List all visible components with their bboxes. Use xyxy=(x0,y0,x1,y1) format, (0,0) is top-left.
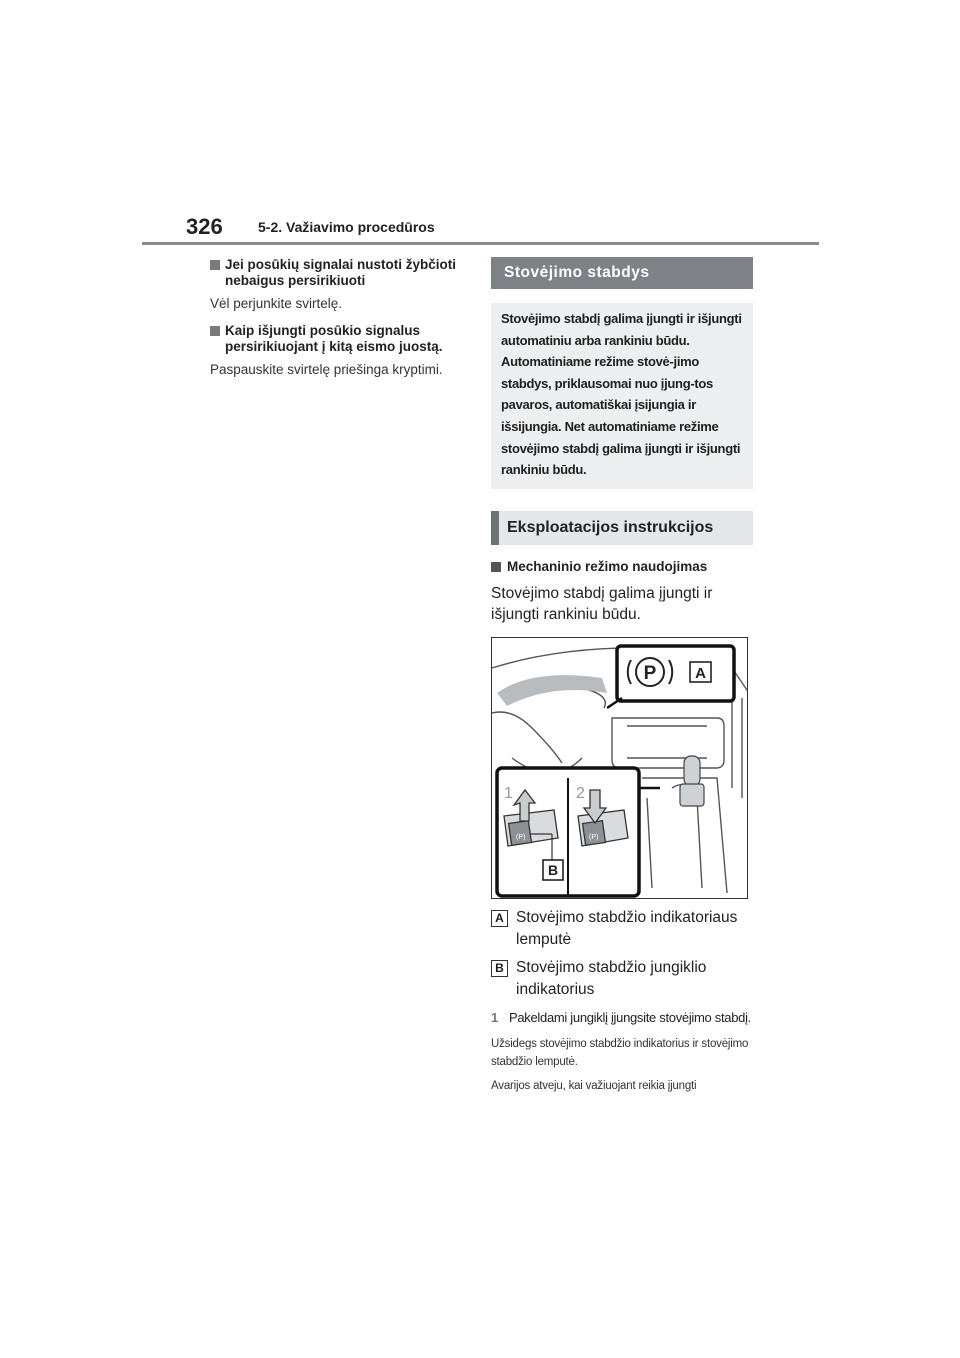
callout-b-text: B xyxy=(547,861,559,878)
note-text: Užsidegs stovėjimo stabdžio indikatorius ir stovėjimo stabdžio lemputė. xyxy=(491,1037,749,1068)
legend-key-badge: B xyxy=(491,960,508,977)
square-bullet-icon xyxy=(210,326,220,336)
legend-item xyxy=(491,957,753,1001)
legend-text: Stovėjimo stabdžio indikatoriaus lemputė xyxy=(516,908,738,948)
mode-heading xyxy=(491,559,753,574)
parking-brake-illustration xyxy=(491,637,748,899)
svg-text:(P): (P) xyxy=(589,833,599,841)
legend xyxy=(491,907,753,1001)
bullet-heading-text: Jei posūkių signalai nustoti žybčioti nebaigus persirikiuoti xyxy=(225,257,457,288)
p-symbol-text: P xyxy=(643,662,657,684)
step-number: 1 xyxy=(491,1009,499,1025)
mode-heading-text: Mechaninio režimo naudojimas xyxy=(507,558,708,574)
step-text: Pakeldami jungiklį įjungsite stovėjimo stabdį. xyxy=(509,1009,751,1025)
bullet-heading-text: Kaip išjungti posūkio signalus persirikiuojant į kitą eismo juostą. xyxy=(225,323,443,354)
body-text: Vėl perjunkite svirtelę. xyxy=(210,296,343,311)
bullet-heading xyxy=(210,323,472,355)
legend-key-badge: A xyxy=(491,910,508,927)
legend-item xyxy=(491,907,753,951)
square-bullet-icon xyxy=(491,562,501,572)
dashboard-drawing xyxy=(492,638,748,899)
intro-box xyxy=(491,303,753,489)
section-band-title: Stovėjimo stabdys xyxy=(491,257,753,289)
note-text: Avarijos atveju, kai važiuojant reikia įjungti xyxy=(491,1079,697,1092)
header-rule xyxy=(142,242,819,245)
body-text: Paspauskite svirtelę priešinga kryptimi. xyxy=(210,362,443,377)
step-item xyxy=(491,1007,753,1029)
intro-text: Stovėjimo stabdį galima įjungti ir išjungti automatiniu arba rankiniu būdu. Automatiniame režime stovė-jimo stabdys, priklausomai nuo įjung-tos pavaros, automatiškai įsijungia ir išsijungia. Net automatiniame režime stovėjimo stabdį galima įjungti ir išjungti rankiniu būdu. xyxy=(501,311,742,478)
instructions-heading: Eksploatacijos instrukcijos xyxy=(491,511,753,545)
bullet-heading xyxy=(210,257,472,289)
right-column xyxy=(491,257,753,1095)
section-title: 5-2. Važiavimo procedūros xyxy=(258,219,435,235)
legend-text: Stovėjimo stabdžio jungiklio indikatorius xyxy=(516,958,707,998)
square-bullet-icon xyxy=(210,260,220,270)
callout-a-text: A xyxy=(695,664,706,682)
left-column xyxy=(210,257,472,389)
page-number: 326 xyxy=(186,214,223,239)
step-2-label: 2 xyxy=(576,784,585,802)
step-1-label: 1 xyxy=(504,784,513,802)
mode-text: Stovėjimo stabdį galima įjungti ir išjungti rankiniu būdu. xyxy=(491,584,713,623)
svg-text:(P): (P) xyxy=(516,833,526,841)
